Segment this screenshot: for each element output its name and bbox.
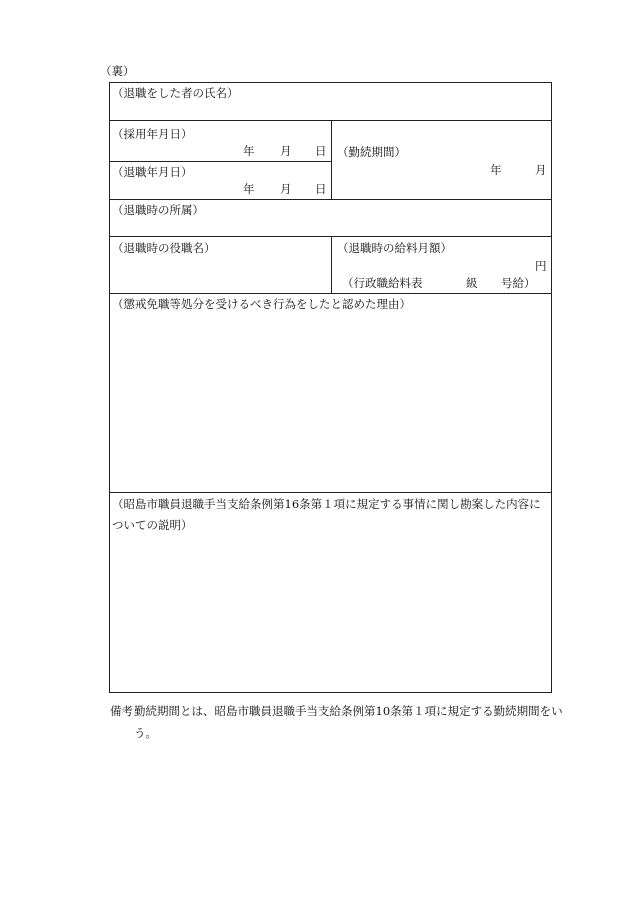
retire-date-month-unit: 月 [280,182,292,196]
service-period-month-unit: 月 [535,163,547,177]
row-divider [110,161,331,162]
hire-date-year-unit: 年 [243,144,255,158]
hire-date-month-unit: 月 [280,144,292,158]
service-period-label: （勤続期間） [337,145,406,159]
retire-date-label: （退職年月日） [112,165,193,179]
position-label: （退職時の役職名） [112,241,216,255]
hire-date-label: （採用年月日） [112,127,193,141]
name-label: （退職をした者の氏名） [112,86,239,100]
back-side-label: （裏） [100,64,135,78]
retire-date-year-unit: 年 [243,182,255,196]
row-divider [110,492,551,493]
column-divider [331,120,332,199]
row-divider [110,199,551,200]
salary-grade-unit: 級 [466,276,478,290]
article-16-explanation-label: （昭島市職員退職手当支給条例第16条第１項に規定する事情に関し勘案した内容についての説明） [112,497,541,532]
retire-date-day-unit: 日 [315,182,327,196]
hire-date-day-unit: 日 [315,144,327,158]
service-period-year-unit: 年 [490,163,502,177]
department-label: （退職時の所属） [112,203,204,217]
salary-yen-unit: 円 [535,259,547,273]
column-divider [331,236,332,293]
salary-table-label: （行政職給料表 [342,276,423,290]
retirement-form [109,82,552,693]
note-heading: 備考 [110,704,133,718]
disciplinary-reason-label: （懲戒免職等処分を受けるべき行為をしたと認めた理由） [112,297,411,311]
row-divider [110,293,551,294]
salary-step-unit: 号給） [501,276,536,290]
salary-label: （退職時の給料月額） [337,241,452,255]
note-text: 勤続期間とは、昭島市職員退職手当支給条例第10条第１項に規定する勤続期間をいう。 [134,704,563,740]
